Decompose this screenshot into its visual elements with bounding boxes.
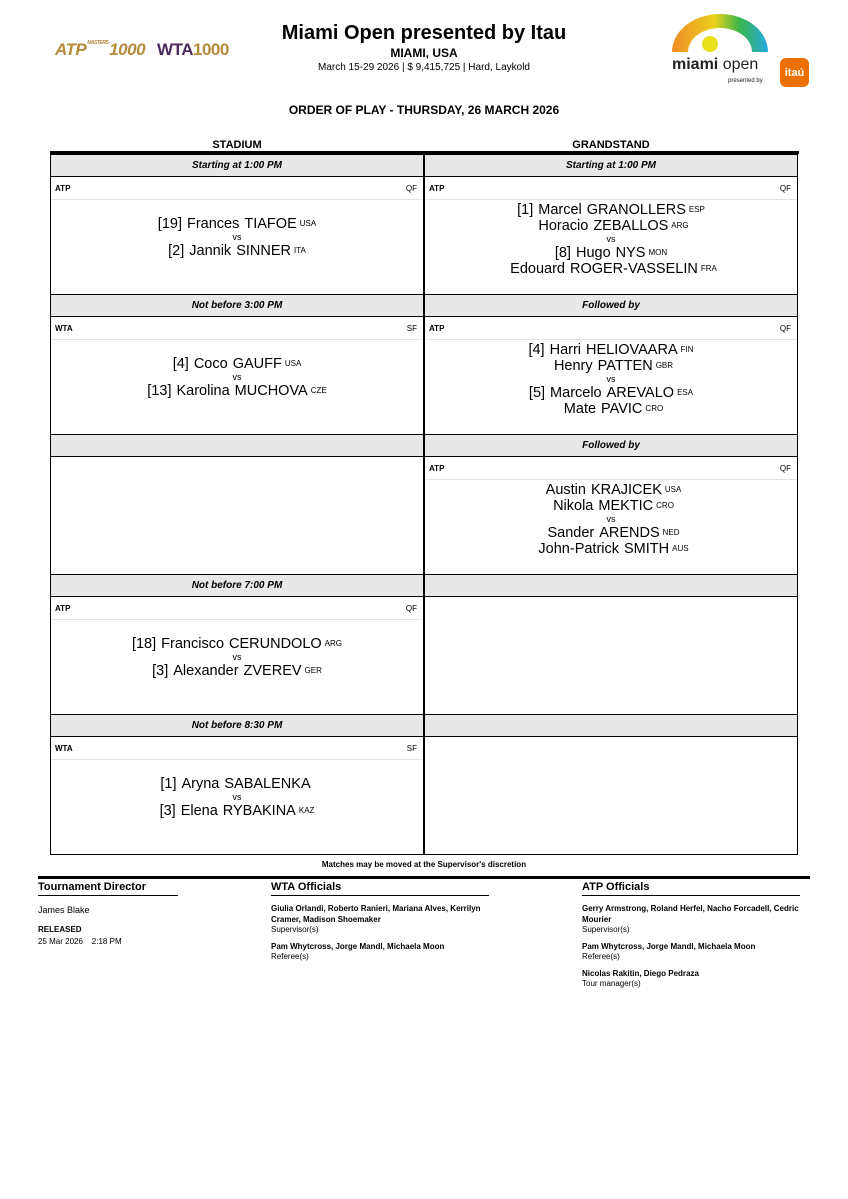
player-first-name: Horacio	[538, 218, 589, 234]
player-last-name: SINNER	[236, 243, 291, 259]
supervisor-note: Matches may be moved at the Supervisor's discretion	[321, 860, 527, 869]
player-last-name: ARENDS	[599, 525, 660, 541]
player-line	[425, 202, 797, 218]
player-last-name: RYBAKINA	[222, 803, 296, 819]
player-nationality: MON	[648, 248, 668, 257]
match-round: SF	[406, 324, 417, 333]
player-last-name: ZEBALLOS	[593, 218, 669, 234]
player-seed: [1]	[160, 776, 177, 792]
player-nationality: USA	[299, 219, 317, 228]
atp-referees: Pam Whytcross, Jorge Mandl, Michaela Moon	[582, 942, 756, 951]
slot-time-band-empty	[425, 714, 797, 737]
wta-officials-block	[271, 881, 489, 962]
versus-label: vs	[232, 652, 242, 662]
player-seed: [4]	[528, 342, 545, 358]
player-last-name: NYS	[615, 245, 646, 261]
miami-open-wordmark: miami open	[672, 56, 759, 73]
match-body	[51, 340, 423, 434]
player-line	[51, 776, 423, 792]
wta-referee-role: Referee(s)	[271, 952, 309, 961]
player-nationality: GBR	[655, 361, 674, 370]
player-line	[425, 401, 797, 417]
player-line	[425, 541, 797, 557]
player-nationality: NED	[662, 528, 680, 537]
player-line	[51, 663, 423, 679]
schedule-slot	[50, 574, 424, 715]
match-round: QF	[779, 184, 791, 193]
player-last-name: ROGER-VASSELIN	[569, 261, 698, 277]
versus-label: vs	[232, 792, 242, 802]
schedule-slot	[424, 294, 798, 435]
player-first-name: John-Patrick	[538, 541, 620, 557]
player-seed: [2]	[168, 243, 185, 259]
player-seed: [1]	[517, 202, 534, 218]
match-round: QF	[779, 324, 791, 333]
empty-slot	[425, 597, 797, 714]
slot-time-band: Not before 3:00 PM	[51, 294, 423, 317]
td-name: James Blake	[38, 905, 90, 915]
player-nationality: ARG	[324, 639, 343, 648]
player-first-name: Francisco	[161, 636, 225, 652]
player-first-name: Hugo	[575, 245, 611, 261]
player-line	[425, 358, 797, 374]
player-line	[425, 525, 797, 541]
empty-slot	[51, 457, 423, 574]
atp-officials-block	[582, 881, 800, 989]
player-first-name: Harri	[549, 342, 582, 358]
tournament-city: MIAMI, USA	[390, 46, 458, 60]
player-last-name: AREVALO	[606, 385, 675, 401]
match-tour: ATP	[429, 184, 445, 193]
player-seed: [19]	[157, 216, 182, 232]
player-first-name: Sander	[547, 525, 595, 541]
player-last-name: GAUFF	[232, 356, 282, 372]
player-line	[51, 243, 423, 259]
player-last-name: MUCHOVA	[234, 383, 308, 399]
player-nationality: USA	[284, 359, 302, 368]
wta-officials-heading: WTA Officials	[271, 881, 489, 896]
atp-supervisor-role: Supervisor(s)	[582, 925, 630, 934]
slot-time-band: Not before 7:00 PM	[51, 574, 423, 597]
player-first-name: Nikola	[553, 498, 594, 514]
presented-by-text: presented by	[728, 78, 763, 84]
wta-supervisors: Giulia Orlandi, Roberto Ranieri, Mariana Alves, Kerrilyn Cramer, Madison Shoemaker	[271, 904, 481, 924]
schedule-slot	[424, 434, 798, 575]
player-last-name: PAVIC	[601, 401, 643, 417]
slot-time-band: Not before 8:30 PM	[51, 714, 423, 737]
empty-slot	[425, 737, 797, 854]
player-nationality: USA	[664, 485, 682, 494]
player-first-name: Henry	[553, 358, 593, 374]
player-last-name: SABALENKA	[224, 776, 311, 792]
tournament-title: Miami Open presented by Itau	[281, 22, 567, 44]
player-last-name: CERUNDOLO	[229, 636, 322, 652]
player-nationality: FIN	[680, 345, 694, 354]
player-seed: [5]	[528, 385, 546, 401]
slot-time-band-empty	[51, 434, 423, 457]
atp-tour-manager-role: Tour manager(s)	[582, 979, 641, 988]
player-nationality: ESA	[677, 388, 694, 397]
player-first-name: Edouard	[510, 261, 565, 277]
player-first-name: Coco	[193, 356, 228, 372]
atp-masters-logo: $ATP^{MASTERS}1000$	[55, 40, 146, 59]
released-date: 25 Mar 2026 2:18 PM	[38, 937, 122, 946]
wta-supervisor-role: Supervisor(s)	[271, 925, 319, 934]
order-of-play-heading: ORDER OF PLAY - THURSDAY, 26 MARCH 2026	[288, 103, 560, 117]
player-nationality: FRA	[700, 264, 717, 273]
released-label: RELEASED	[38, 925, 82, 934]
player-nationality: KAZ	[298, 806, 315, 815]
footer-rule	[38, 876, 810, 879]
player-first-name: Marcelo	[550, 385, 602, 401]
match-body	[51, 620, 423, 714]
match-round: QF	[405, 604, 417, 613]
player-line	[425, 385, 797, 401]
player-nationality: AUS	[672, 544, 689, 553]
slot-time-band: Starting at 1:00 PM	[51, 154, 423, 177]
player-nationality: ARG	[671, 221, 689, 230]
player-seed: [4]	[172, 356, 189, 372]
wta-1000-logo: WTA1000	[157, 40, 229, 59]
player-first-name: Frances	[186, 216, 240, 232]
match-tour: WTA	[55, 744, 73, 753]
match-header	[51, 317, 423, 340]
player-first-name: Mate	[563, 401, 597, 417]
player-line	[425, 245, 797, 261]
match-tour: ATP	[429, 324, 445, 333]
player-line	[425, 342, 797, 358]
versus-label: vs	[232, 232, 242, 242]
match-header	[51, 737, 423, 760]
schedule-slot	[50, 154, 424, 295]
match-tour: ATP	[55, 604, 71, 613]
schedule-slot	[50, 714, 424, 855]
player-seed: [8]	[554, 245, 571, 261]
match-body	[425, 200, 797, 294]
match-tour: WTA	[55, 324, 73, 333]
schedule-slot	[50, 294, 424, 435]
match-tour: ATP	[55, 184, 71, 193]
player-line	[425, 218, 797, 234]
schedule-slot	[424, 574, 798, 715]
player-last-name: KRAJICEK	[590, 482, 662, 498]
court-stadium-title: STADIUM	[212, 139, 262, 151]
player-first-name: Karolina	[176, 383, 230, 399]
slot-time-band: Followed by	[425, 434, 797, 457]
versus-label: vs	[232, 372, 242, 382]
schedule-slot	[424, 714, 798, 855]
player-line	[51, 803, 423, 819]
match-header	[51, 597, 423, 620]
match-header	[51, 177, 423, 200]
match-round: QF	[405, 184, 417, 193]
player-nationality: GER	[304, 666, 322, 675]
player-line	[51, 216, 423, 232]
miami-open-arch-logo	[670, 10, 770, 56]
player-line	[425, 482, 797, 498]
versus-label: vs	[606, 374, 616, 384]
atp-referee-role: Referee(s)	[582, 952, 620, 961]
player-line	[425, 261, 797, 277]
player-line	[51, 383, 423, 399]
court-grandstand-title: GRANDSTAND	[572, 139, 650, 151]
schedule-slot	[424, 154, 798, 295]
player-seed: [13]	[147, 383, 172, 399]
atp-tour-managers: Nicolas Rakitin, Diego Pedraza	[582, 969, 699, 978]
player-line	[51, 636, 423, 652]
player-first-name: Aryna	[181, 776, 220, 792]
player-seed: [3]	[159, 803, 176, 819]
schedule-slot	[50, 434, 424, 575]
player-first-name: Elena	[180, 803, 218, 819]
player-seed: [3]	[152, 663, 169, 679]
player-first-name: Marcel	[538, 202, 582, 218]
match-header	[425, 177, 797, 200]
player-nationality: CZE	[310, 386, 327, 395]
wta-referees: Pam Whytcross, Jorge Mandl, Michaela Moon	[271, 942, 445, 951]
td-heading: Tournament Director	[38, 881, 178, 896]
player-nationality: CRO	[656, 501, 674, 510]
match-body	[51, 760, 423, 854]
match-body	[425, 340, 797, 434]
atp-supervisors: Gerry Armstrong, Roland Herfel, Nacho Forcadell, Cedric Mourier	[582, 904, 799, 924]
player-last-name: PATTEN	[597, 358, 653, 374]
match-body	[425, 480, 797, 574]
itau-logo: itaú	[780, 58, 809, 87]
player-nationality: ITA	[293, 246, 306, 255]
match-body	[51, 200, 423, 294]
player-first-name: Jannik	[189, 243, 232, 259]
match-header	[425, 457, 797, 480]
player-nationality: ESP	[688, 205, 705, 214]
player-last-name: HELIOVAARA	[586, 342, 678, 358]
tournament-director-block	[38, 881, 178, 946]
player-last-name: TIAFOE	[244, 216, 297, 232]
player-last-name: SMITH	[624, 541, 670, 557]
slot-time-band: Starting at 1:00 PM	[425, 154, 797, 177]
player-nationality: CRO	[645, 404, 664, 413]
player-last-name: GRANOLLERS	[586, 202, 686, 218]
atp-officials-heading: ATP Officials	[582, 881, 800, 896]
player-line	[425, 498, 797, 514]
match-header	[425, 317, 797, 340]
player-seed: [18]	[131, 636, 157, 652]
match-round: SF	[406, 744, 417, 753]
slot-time-band-empty	[425, 574, 797, 597]
match-round: QF	[779, 464, 791, 473]
versus-label: vs	[606, 234, 616, 244]
slot-time-band: Followed by	[425, 294, 797, 317]
player-first-name: Austin	[545, 482, 586, 498]
player-last-name: ZVEREV	[243, 663, 302, 679]
player-last-name: MEKTIC	[598, 498, 654, 514]
match-tour: ATP	[429, 464, 445, 473]
player-first-name: Alexander	[173, 663, 239, 679]
tournament-details: March 15-29 2026 | $ 9,415,725 | Hard, Laykold	[318, 62, 530, 73]
versus-label: vs	[606, 514, 616, 524]
player-line	[51, 356, 423, 372]
